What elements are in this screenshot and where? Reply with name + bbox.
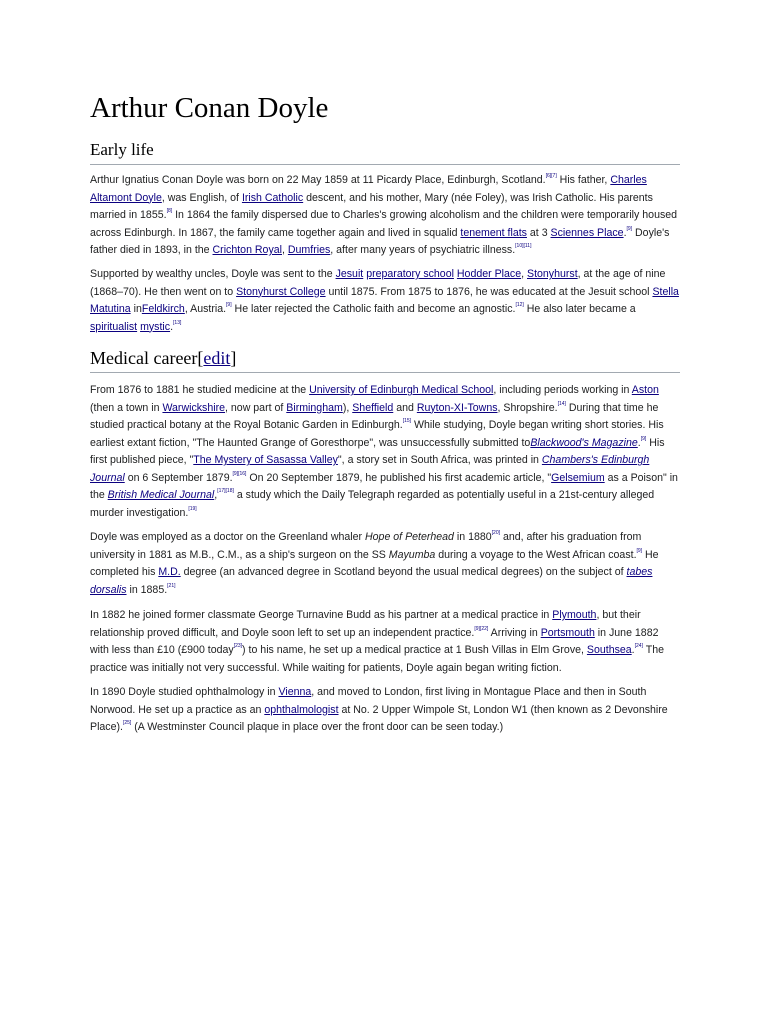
link-ophthalmologist[interactable]: ophthalmologist xyxy=(264,703,339,716)
text-run: , xyxy=(214,489,218,501)
citation-ref[interactable]: [9] xyxy=(640,435,647,442)
citation-ref[interactable]: [24] xyxy=(634,643,643,649)
citation-ref[interactable]: [9] xyxy=(226,302,232,308)
text-run: degree (an advanced degree in Scotland beyond the usual medical degrees) on the subject of xyxy=(180,566,627,578)
citation-ref[interactable]: [9] xyxy=(636,547,643,554)
link-warwickshire[interactable]: Warwickshire xyxy=(162,401,226,414)
text-run: in 1880 xyxy=(453,531,492,543)
text-run: Arthur Ignatius Conan Doyle was born on 22 May 1859 at 11 Picardy Place, Edinburgh, Scotland. xyxy=(90,174,546,186)
link-irish-catholic[interactable]: Irish Catholic xyxy=(241,191,304,204)
text-run: Supported by wealthy uncles, Doyle was sent to the xyxy=(90,268,336,280)
text-run: He also later became a xyxy=(523,303,636,315)
edit-bracket-close: ] xyxy=(230,348,237,368)
text-run: and xyxy=(393,401,417,414)
italic-ship-name: Mayumba xyxy=(388,548,436,561)
paragraph-medical-career-4 xyxy=(90,684,680,737)
italic-title: British Medical Journal xyxy=(107,489,215,501)
italic-title: Chambers's Edinburgh Journal xyxy=(90,454,650,484)
link-feldkirch[interactable]: Feldkirch xyxy=(141,303,185,315)
text-run: , but their relationship proved difficult, and Doyle soon left to set up an independent practice. xyxy=(90,609,641,639)
text-run: In 1890 Doyle studied ophthalmology in xyxy=(90,686,279,698)
text-run: at 3 xyxy=(526,226,551,239)
citation-ref[interactable]: [9] xyxy=(626,225,633,232)
text-run: during a voyage to the West African coast. xyxy=(435,548,637,561)
link-stonyhurst-college[interactable]: Stonyhurst College xyxy=(236,285,326,298)
citation-ref[interactable]: [9][22] xyxy=(474,625,489,632)
link-hodder-place[interactable]: Hodder Place xyxy=(456,268,522,280)
text-run: at No. 2 Upper Wimpole St, London W1 (then known as 2 Devonshire Place). xyxy=(90,703,668,733)
link-ruyton-xi-towns[interactable]: Ruyton-XI-Towns xyxy=(416,401,498,414)
text-run: and, after his graduation from university in 1881 as M.B., C.M., as a ship's surgeon on the SS xyxy=(90,531,642,561)
link-southsea[interactable]: Southsea xyxy=(586,644,632,656)
paragraph-early-life-1 xyxy=(90,172,680,260)
link-british-medical-journal[interactable] xyxy=(107,489,218,501)
text-run: a study which the Daily Telegraph regarded as potentially useful in a 21st-century alleged murder investigation. xyxy=(90,489,655,519)
citation-ref[interactable]: [19] xyxy=(188,505,197,512)
edit-bracket-open: [ xyxy=(197,348,204,368)
text-run: . xyxy=(623,226,627,239)
text-run: From 1876 to 1881 he studied medicine at the xyxy=(90,384,310,396)
text-run: in 1885. xyxy=(126,583,168,596)
citation-ref[interactable]: [8] xyxy=(166,208,173,214)
link-sheffield[interactable]: Sheffield xyxy=(352,401,394,414)
text-run: He later rejected the Catholic faith and become an agnostic. xyxy=(231,303,516,315)
text-run: (A Westminster Council plaque in place over the front door can be seen today.) xyxy=(131,721,504,733)
citation-ref[interactable]: [25] xyxy=(122,720,132,726)
page-title: Arthur Conan Doyle xyxy=(90,92,329,124)
text-run: , at the age of nine (1868–70). He then went on to xyxy=(90,268,666,298)
citation-ref[interactable]: [12] xyxy=(515,302,524,308)
text-run: , Austria. xyxy=(184,303,227,315)
link-crichton-royal[interactable]: Crichton Royal xyxy=(212,244,282,256)
citation-ref[interactable]: [15] xyxy=(402,418,412,424)
citation-ref[interactable]: [9][16] xyxy=(232,470,247,477)
text-run: His father, xyxy=(556,174,611,186)
text-run: (then a town in xyxy=(90,401,163,414)
text-run: ), xyxy=(342,401,353,414)
text-run: , xyxy=(282,244,288,256)
citation-ref[interactable]: [13] xyxy=(173,319,182,326)
text-run: In 1864 the family dispersed due to Charles's growing alcoholism and the children were temporarily housed across Edinburgh. In 1867, the family came together again and lived in squalid xyxy=(90,209,678,239)
link-spiritualist[interactable]: spiritualist xyxy=(90,320,138,333)
link-blackwoods-magazine[interactable] xyxy=(530,437,637,449)
citation-ref[interactable]: [23] xyxy=(233,643,243,649)
text-run: , and moved to London, first living in Montague Place and then in South Norwood. He set up a practice as an xyxy=(90,686,647,716)
text-run: , Shropshire. xyxy=(497,401,558,414)
link-university-of-edinburgh-medical-school[interactable]: University of Edinburgh Medical School xyxy=(309,384,494,396)
italic-ship-name: Hope of Peterhead xyxy=(365,531,454,543)
text-run: While studying, Doyle began writing short stories. His earliest extant fiction, "The Haunted Grange of Goresthorpe", was unsuccessfully submitted to xyxy=(90,419,664,449)
text-run: . xyxy=(631,644,635,656)
paragraph-medical-career-3 xyxy=(90,607,680,677)
link-md[interactable]: M.D. xyxy=(158,566,181,578)
section-heading-label: Medical career xyxy=(90,348,198,368)
text-run: in June 1882 with less than £10 (£900 today xyxy=(90,626,659,656)
link-sciennes-place[interactable]: Sciennes Place xyxy=(550,226,624,239)
citation-ref[interactable]: [14] xyxy=(557,400,566,407)
text-run: ", a story set in South Africa, was printed in xyxy=(337,454,542,466)
text-run: , xyxy=(521,268,527,280)
link-stonyhurst[interactable]: Stonyhurst xyxy=(527,268,578,280)
text-run: until 1875. From 1875 to 1876, he was educated at the Jesuit school xyxy=(325,285,653,298)
link-mystery-of-sasassa-valley[interactable]: The Mystery of Sasassa Valley xyxy=(193,454,338,466)
text-run: , including periods working in xyxy=(493,384,632,396)
link-birmingham[interactable]: Birmingham xyxy=(286,401,343,414)
paragraph-medical-career-1 xyxy=(90,382,680,522)
text-run: His first published piece, " xyxy=(90,436,665,466)
link-dumfries[interactable]: Dumfries xyxy=(287,244,331,256)
text-run: ) to his name, he set up a medical practice at 1 Bush Villas in Elm Grove, xyxy=(242,644,587,656)
text-run: He completed his xyxy=(90,548,659,578)
text-run: Arriving in xyxy=(488,626,541,639)
paragraph-medical-career-2 xyxy=(90,529,680,599)
citation-ref[interactable]: [10][11] xyxy=(515,243,532,249)
link-tenement-flats[interactable]: tenement flats xyxy=(460,226,527,239)
text-run: Doyle's father died in 1893, in the xyxy=(90,226,670,256)
section-heading-medical-career xyxy=(90,346,680,373)
text-run: On 20 September 1879, he published his first academic article, " xyxy=(246,471,552,484)
italic-title: Blackwood's Magazine xyxy=(530,436,638,449)
text-run: , now part of xyxy=(225,401,287,414)
link-jesuit[interactable]: Jesuit xyxy=(335,268,364,280)
section-heading-early-life: Early life xyxy=(90,138,680,165)
citation-ref[interactable]: [20] xyxy=(491,530,500,536)
citation-ref[interactable]: [17][18] xyxy=(217,488,234,494)
citation-ref[interactable]: [6][7] xyxy=(545,173,557,179)
text-run: descent, and his mother, Mary (née Foley), was Irish Catholic. His parents married in 1855. xyxy=(90,191,653,221)
link-portsmouth[interactable]: Portsmouth xyxy=(540,626,595,639)
text-run: , was English, of xyxy=(161,191,242,204)
link-mystic[interactable]: mystic xyxy=(140,320,171,333)
text-run: . xyxy=(170,320,174,333)
text-run: . xyxy=(637,436,641,449)
paragraph-early-life-2 xyxy=(90,266,680,336)
link-stella-matutina[interactable]: Stella Matutina xyxy=(90,285,679,315)
text-run: as a Poison" in the xyxy=(90,471,678,501)
text-run: on 6 September 1879. xyxy=(124,471,233,484)
link-gelsemium[interactable]: Gelsemium xyxy=(551,471,605,484)
text-run: In 1882 he joined former classmate George Turnavine Budd as his partner at a medical practice in xyxy=(90,609,553,621)
text-run: in xyxy=(130,303,142,315)
text-run: Doyle was employed as a doctor on the Greenland whaler xyxy=(90,531,366,543)
link-aston[interactable]: Aston xyxy=(631,384,659,396)
text-run: , after many years of psychiatric illness. xyxy=(330,244,516,256)
citation-ref[interactable]: [21] xyxy=(167,582,176,589)
text-run: The practice was initially not very successful. While waiting for patients, Doyle again began writing fiction. xyxy=(90,644,664,674)
link-charles-altamont-doyle[interactable]: Charles Altamont Doyle xyxy=(90,174,647,204)
link-vienna[interactable]: Vienna xyxy=(278,686,312,698)
link-plymouth[interactable]: Plymouth xyxy=(552,609,597,621)
text-run: During that time he studied practical botany at the Royal Botanic Garden in Edinburgh. xyxy=(90,401,659,431)
link-preparatory-school[interactable]: preparatory school xyxy=(366,268,454,280)
edit-section-link[interactable]: edit xyxy=(203,348,231,368)
italic-title: tabes dorsalis xyxy=(90,566,653,596)
